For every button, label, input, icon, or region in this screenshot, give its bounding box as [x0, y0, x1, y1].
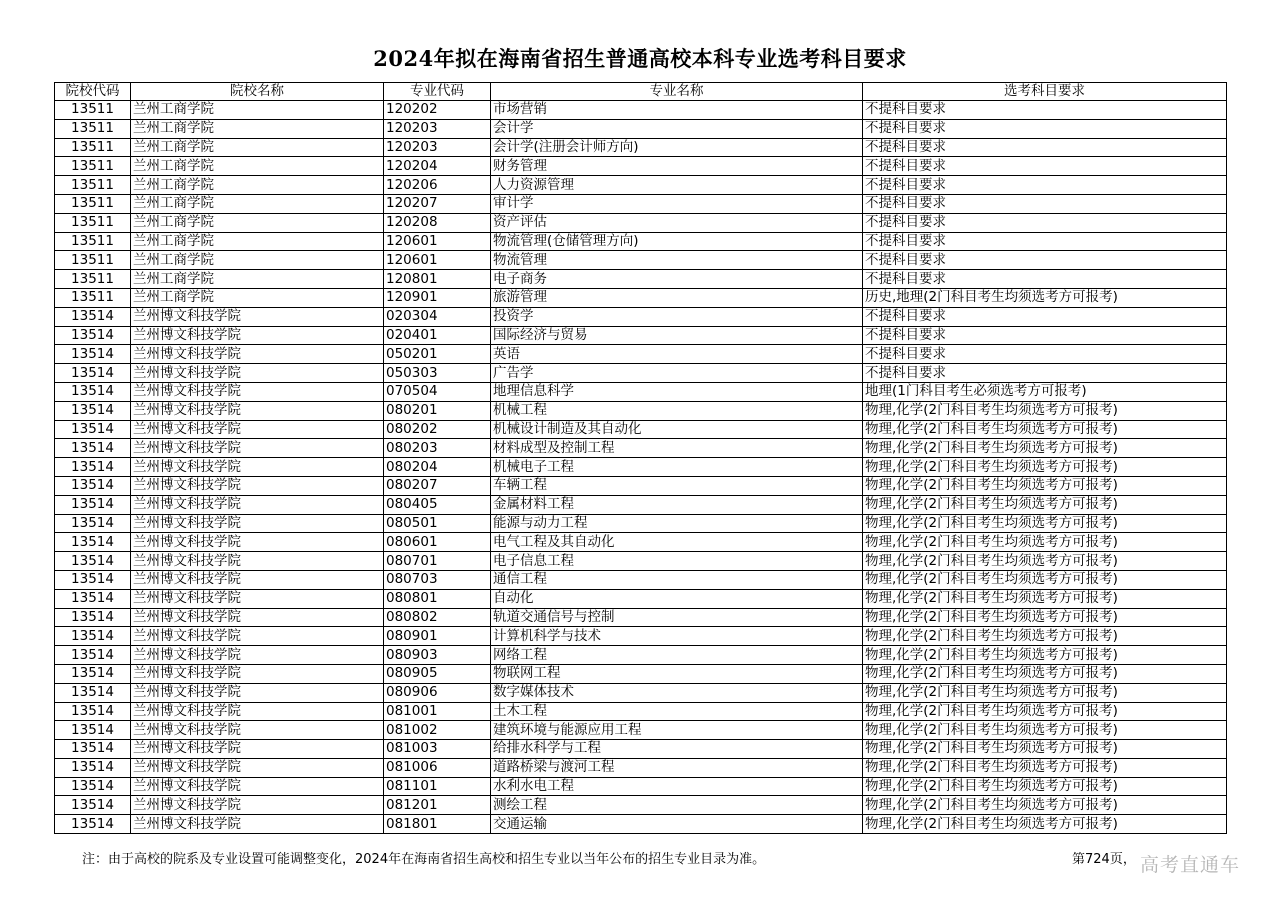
cell-school-name: 兰州博文科技学院 [131, 401, 384, 420]
cell-school-code: 13511 [55, 157, 131, 176]
cell-school-name: 兰州博文科技学院 [131, 495, 384, 514]
cell-major-name: 会计学(注册会计师方向) [491, 138, 863, 157]
header-school-code: 院校代码 [55, 83, 131, 101]
footer-note: 注：由于高校的院系及专业设置可能调整变化，2024年在海南省招生高校和招生专业以当年公布的招生专业目录为准。 [82, 852, 766, 867]
table-row [55, 326, 1227, 345]
cell-school-code: 13514 [55, 345, 131, 364]
cell-requirement: 物理,化学(2门科目考生均须选考方可报考) [863, 589, 1227, 608]
cell-school-code: 13514 [55, 364, 131, 383]
document-title: 2024年拟在海南省招生普通高校本科专业选考科目要求 [373, 46, 907, 71]
table-row [55, 758, 1227, 777]
table-row [55, 382, 1227, 401]
cell-major-name: 市场营销 [491, 101, 863, 120]
cell-major-code: 080905 [384, 664, 491, 683]
cell-school-name: 兰州博文科技学院 [131, 721, 384, 740]
cell-school-name: 兰州博文科技学院 [131, 570, 384, 589]
cell-school-code: 13514 [55, 627, 131, 646]
cell-school-code: 13514 [55, 721, 131, 740]
cell-school-code: 13514 [55, 815, 131, 834]
cell-requirement: 物理,化学(2门科目考生均须选考方可报考) [863, 552, 1227, 571]
cell-school-name: 兰州工商学院 [131, 138, 384, 157]
cell-major-code: 120801 [384, 270, 491, 289]
cell-major-name: 国际经济与贸易 [491, 326, 863, 345]
table-row [55, 646, 1227, 665]
cell-major-code: 120601 [384, 232, 491, 251]
cell-major-code: 080204 [384, 458, 491, 477]
cell-major-code: 070504 [384, 382, 491, 401]
table-row [55, 815, 1227, 834]
cell-major-code: 120203 [384, 138, 491, 157]
table-row [55, 533, 1227, 552]
cell-major-code: 080207 [384, 476, 491, 495]
cell-major-code: 050201 [384, 345, 491, 364]
cell-major-code: 120208 [384, 213, 491, 232]
table-row [55, 458, 1227, 477]
cell-requirement: 物理,化学(2门科目考生均须选考方可报考) [863, 439, 1227, 458]
cell-school-name: 兰州工商学院 [131, 157, 384, 176]
cell-major-name: 地理信息科学 [491, 382, 863, 401]
table-row [55, 777, 1227, 796]
cell-major-name: 资产评估 [491, 213, 863, 232]
cell-requirement: 物理,化学(2门科目考生均须选考方可报考) [863, 533, 1227, 552]
cell-major-name: 机械工程 [491, 401, 863, 420]
table-row [55, 627, 1227, 646]
cell-school-code: 13514 [55, 608, 131, 627]
cell-school-name: 兰州博文科技学院 [131, 627, 384, 646]
cell-school-code: 13514 [55, 740, 131, 759]
cell-major-name: 交通运输 [491, 815, 863, 834]
cell-major-name: 物联网工程 [491, 664, 863, 683]
table-row [55, 608, 1227, 627]
cell-school-name: 兰州博文科技学院 [131, 307, 384, 326]
cell-requirement: 物理,化学(2门科目考生均须选考方可报考) [863, 796, 1227, 815]
cell-requirement: 物理,化学(2门科目考生均须选考方可报考) [863, 495, 1227, 514]
cell-major-name: 道路桥梁与渡河工程 [491, 758, 863, 777]
cell-major-code: 080802 [384, 608, 491, 627]
cell-major-name: 物流管理 [491, 251, 863, 270]
cell-major-code: 081003 [384, 740, 491, 759]
cell-major-code: 120601 [384, 251, 491, 270]
cell-requirement: 物理,化学(2门科目考生均须选考方可报考) [863, 740, 1227, 759]
requirements-table [54, 82, 1227, 834]
cell-major-name: 轨道交通信号与控制 [491, 608, 863, 627]
cell-school-name: 兰州工商学院 [131, 270, 384, 289]
cell-requirement: 物理,化学(2门科目考生均须选考方可报考) [863, 815, 1227, 834]
cell-major-code: 120202 [384, 101, 491, 120]
cell-requirement: 不提科目要求 [863, 138, 1227, 157]
cell-school-code: 13511 [55, 194, 131, 213]
cell-major-code: 080801 [384, 589, 491, 608]
cell-requirement: 不提科目要求 [863, 307, 1227, 326]
cell-requirement: 不提科目要求 [863, 270, 1227, 289]
cell-major-code: 050303 [384, 364, 491, 383]
table-row [55, 476, 1227, 495]
cell-requirement: 物理,化学(2门科目考生均须选考方可报考) [863, 702, 1227, 721]
table-row [55, 721, 1227, 740]
cell-school-name: 兰州工商学院 [131, 176, 384, 195]
cell-requirement: 物理,化学(2门科目考生均须选考方可报考) [863, 514, 1227, 533]
cell-major-code: 080906 [384, 683, 491, 702]
cell-school-name: 兰州博文科技学院 [131, 589, 384, 608]
table-row [55, 157, 1227, 176]
table-row [55, 664, 1227, 683]
cell-major-name: 审计学 [491, 194, 863, 213]
cell-school-code: 13511 [55, 119, 131, 138]
table-row [55, 364, 1227, 383]
cell-requirement: 物理,化学(2门科目考生均须选考方可报考) [863, 420, 1227, 439]
cell-school-name: 兰州博文科技学院 [131, 758, 384, 777]
cell-requirement: 物理,化学(2门科目考生均须选考方可报考) [863, 758, 1227, 777]
cell-school-code: 13511 [55, 270, 131, 289]
cell-major-name: 建筑环境与能源应用工程 [491, 721, 863, 740]
cell-requirement: 不提科目要求 [863, 232, 1227, 251]
table-row [55, 213, 1227, 232]
table-row [55, 401, 1227, 420]
table-row [55, 232, 1227, 251]
cell-school-name: 兰州博文科技学院 [131, 664, 384, 683]
cell-major-name: 会计学 [491, 119, 863, 138]
cell-major-code: 081001 [384, 702, 491, 721]
table-row [55, 251, 1227, 270]
cell-school-name: 兰州博文科技学院 [131, 439, 384, 458]
cell-school-name: 兰州博文科技学院 [131, 382, 384, 401]
cell-school-code: 13514 [55, 514, 131, 533]
cell-requirement: 不提科目要求 [863, 345, 1227, 364]
cell-school-code: 13511 [55, 138, 131, 157]
cell-major-code: 081101 [384, 777, 491, 796]
cell-major-code: 120206 [384, 176, 491, 195]
header-requirement: 选考科目要求 [863, 83, 1227, 101]
cell-major-name: 物流管理(仓储管理方向) [491, 232, 863, 251]
cell-requirement: 不提科目要求 [863, 251, 1227, 270]
cell-major-name: 机械电子工程 [491, 458, 863, 477]
header-major-code: 专业代码 [384, 83, 491, 101]
cell-major-name: 通信工程 [491, 570, 863, 589]
cell-school-code: 13514 [55, 382, 131, 401]
table-row [55, 589, 1227, 608]
cell-school-code: 13514 [55, 777, 131, 796]
cell-school-name: 兰州博文科技学院 [131, 646, 384, 665]
cell-major-name: 机械设计制造及其自动化 [491, 420, 863, 439]
cell-school-name: 兰州工商学院 [131, 119, 384, 138]
cell-major-name: 电子商务 [491, 270, 863, 289]
cell-school-code: 13511 [55, 251, 131, 270]
cell-school-code: 13514 [55, 458, 131, 477]
cell-major-name: 材料成型及控制工程 [491, 439, 863, 458]
cell-major-code: 020304 [384, 307, 491, 326]
cell-requirement: 物理,化学(2门科目考生均须选考方可报考) [863, 401, 1227, 420]
table-row [55, 138, 1227, 157]
cell-requirement: 物理,化学(2门科目考生均须选考方可报考) [863, 570, 1227, 589]
cell-school-name: 兰州博文科技学院 [131, 326, 384, 345]
cell-school-name: 兰州博文科技学院 [131, 796, 384, 815]
cell-requirement: 物理,化学(2门科目考生均须选考方可报考) [863, 627, 1227, 646]
cell-major-name: 旅游管理 [491, 288, 863, 307]
cell-major-code: 080701 [384, 552, 491, 571]
cell-major-name: 财务管理 [491, 157, 863, 176]
cell-major-code: 120207 [384, 194, 491, 213]
cell-major-name: 人力资源管理 [491, 176, 863, 195]
cell-major-code: 080901 [384, 627, 491, 646]
cell-school-code: 13511 [55, 213, 131, 232]
cell-school-code: 13511 [55, 288, 131, 307]
cell-major-code: 080601 [384, 533, 491, 552]
cell-school-code: 13514 [55, 420, 131, 439]
table-row [55, 420, 1227, 439]
cell-school-name: 兰州博文科技学院 [131, 514, 384, 533]
watermark: 高考直通车 [1140, 854, 1241, 876]
cell-major-name: 自动化 [491, 589, 863, 608]
cell-major-name: 计算机科学与技术 [491, 627, 863, 646]
page-number: 第724页， [1072, 852, 1136, 867]
cell-school-code: 13514 [55, 683, 131, 702]
cell-major-code: 080903 [384, 646, 491, 665]
table-row [55, 194, 1227, 213]
cell-requirement: 不提科目要求 [863, 194, 1227, 213]
cell-school-name: 兰州工商学院 [131, 251, 384, 270]
cell-major-code: 081801 [384, 815, 491, 834]
cell-school-name: 兰州博文科技学院 [131, 815, 384, 834]
table-row [55, 345, 1227, 364]
cell-school-name: 兰州工商学院 [131, 101, 384, 120]
cell-requirement: 物理,化学(2门科目考生均须选考方可报考) [863, 646, 1227, 665]
cell-school-name: 兰州博文科技学院 [131, 345, 384, 364]
cell-school-name: 兰州博文科技学院 [131, 533, 384, 552]
cell-school-code: 13511 [55, 176, 131, 195]
cell-major-code: 120203 [384, 119, 491, 138]
cell-major-name: 能源与动力工程 [491, 514, 863, 533]
cell-requirement: 不提科目要求 [863, 326, 1227, 345]
cell-school-name: 兰州博文科技学院 [131, 702, 384, 721]
cell-major-name: 电气工程及其自动化 [491, 533, 863, 552]
cell-requirement: 物理,化学(2门科目考生均须选考方可报考) [863, 476, 1227, 495]
cell-school-code: 13514 [55, 533, 131, 552]
cell-requirement: 不提科目要求 [863, 119, 1227, 138]
cell-requirement: 物理,化学(2门科目考生均须选考方可报考) [863, 458, 1227, 477]
cell-requirement: 不提科目要求 [863, 101, 1227, 120]
table-row [55, 570, 1227, 589]
cell-school-code: 13514 [55, 401, 131, 420]
table-header [55, 83, 1227, 101]
table-row [55, 796, 1227, 815]
table-row [55, 683, 1227, 702]
cell-requirement: 不提科目要求 [863, 176, 1227, 195]
cell-major-name: 英语 [491, 345, 863, 364]
cell-school-name: 兰州博文科技学院 [131, 608, 384, 627]
cell-school-name: 兰州博文科技学院 [131, 458, 384, 477]
cell-requirement: 物理,化学(2门科目考生均须选考方可报考) [863, 683, 1227, 702]
cell-requirement: 物理,化学(2门科目考生均须选考方可报考) [863, 664, 1227, 683]
table-row [55, 307, 1227, 326]
cell-major-name: 测绘工程 [491, 796, 863, 815]
table-row [55, 552, 1227, 571]
cell-school-name: 兰州博文科技学院 [131, 740, 384, 759]
table-row [55, 439, 1227, 458]
cell-major-name: 数字媒体技术 [491, 683, 863, 702]
table-row [55, 702, 1227, 721]
cell-school-name: 兰州博文科技学院 [131, 777, 384, 796]
table-body [55, 101, 1227, 834]
cell-school-code: 13514 [55, 589, 131, 608]
cell-school-code: 13514 [55, 702, 131, 721]
cell-major-code: 120204 [384, 157, 491, 176]
cell-major-code: 120901 [384, 288, 491, 307]
cell-school-code: 13514 [55, 552, 131, 571]
cell-school-name: 兰州博文科技学院 [131, 476, 384, 495]
table-row [55, 119, 1227, 138]
cell-school-name: 兰州博文科技学院 [131, 683, 384, 702]
cell-school-name: 兰州工商学院 [131, 288, 384, 307]
cell-school-code: 13514 [55, 796, 131, 815]
cell-requirement: 不提科目要求 [863, 213, 1227, 232]
cell-major-code: 020401 [384, 326, 491, 345]
table-row [55, 740, 1227, 759]
cell-school-code: 13514 [55, 570, 131, 589]
cell-major-name: 广告学 [491, 364, 863, 383]
cell-school-code: 13511 [55, 232, 131, 251]
cell-major-code: 080202 [384, 420, 491, 439]
cell-school-name: 兰州工商学院 [131, 194, 384, 213]
cell-major-code: 080501 [384, 514, 491, 533]
cell-major-code: 080201 [384, 401, 491, 420]
table-row [55, 495, 1227, 514]
table-row [55, 288, 1227, 307]
table-row [55, 101, 1227, 120]
cell-school-code: 13514 [55, 307, 131, 326]
cell-requirement: 物理,化学(2门科目考生均须选考方可报考) [863, 608, 1227, 627]
cell-school-code: 13514 [55, 664, 131, 683]
table-row [55, 270, 1227, 289]
cell-requirement: 物理,化学(2门科目考生均须选考方可报考) [863, 721, 1227, 740]
cell-major-name: 给排水科学与工程 [491, 740, 863, 759]
cell-major-name: 车辆工程 [491, 476, 863, 495]
cell-major-name: 金属材料工程 [491, 495, 863, 514]
cell-requirement: 不提科目要求 [863, 364, 1227, 383]
table-row [55, 176, 1227, 195]
cell-requirement: 不提科目要求 [863, 157, 1227, 176]
cell-school-name: 兰州博文科技学院 [131, 364, 384, 383]
header-school-name: 院校名称 [131, 83, 384, 101]
cell-requirement: 历史,地理(2门科目考生均须选考方可报考) [863, 288, 1227, 307]
cell-school-code: 13514 [55, 646, 131, 665]
cell-school-code: 13514 [55, 476, 131, 495]
cell-major-name: 网络工程 [491, 646, 863, 665]
header-row [55, 83, 1227, 101]
cell-school-code: 13514 [55, 758, 131, 777]
cell-school-name: 兰州博文科技学院 [131, 420, 384, 439]
cell-school-code: 13511 [55, 101, 131, 120]
header-major-name: 专业名称 [491, 83, 863, 101]
cell-school-code: 13514 [55, 495, 131, 514]
cell-school-code: 13514 [55, 326, 131, 345]
cell-major-code: 080405 [384, 495, 491, 514]
cell-major-code: 080703 [384, 570, 491, 589]
cell-requirement: 地理(1门科目考生必须选考方可报考) [863, 382, 1227, 401]
cell-major-name: 投资学 [491, 307, 863, 326]
cell-school-name: 兰州博文科技学院 [131, 552, 384, 571]
cell-requirement: 物理,化学(2门科目考生均须选考方可报考) [863, 777, 1227, 796]
cell-major-name: 水利水电工程 [491, 777, 863, 796]
cell-major-code: 081006 [384, 758, 491, 777]
cell-school-name: 兰州工商学院 [131, 213, 384, 232]
cell-major-name: 电子信息工程 [491, 552, 863, 571]
cell-major-code: 081002 [384, 721, 491, 740]
cell-school-name: 兰州工商学院 [131, 232, 384, 251]
cell-major-code: 081201 [384, 796, 491, 815]
cell-school-code: 13514 [55, 439, 131, 458]
cell-major-code: 080203 [384, 439, 491, 458]
cell-major-name: 土木工程 [491, 702, 863, 721]
table-row [55, 514, 1227, 533]
